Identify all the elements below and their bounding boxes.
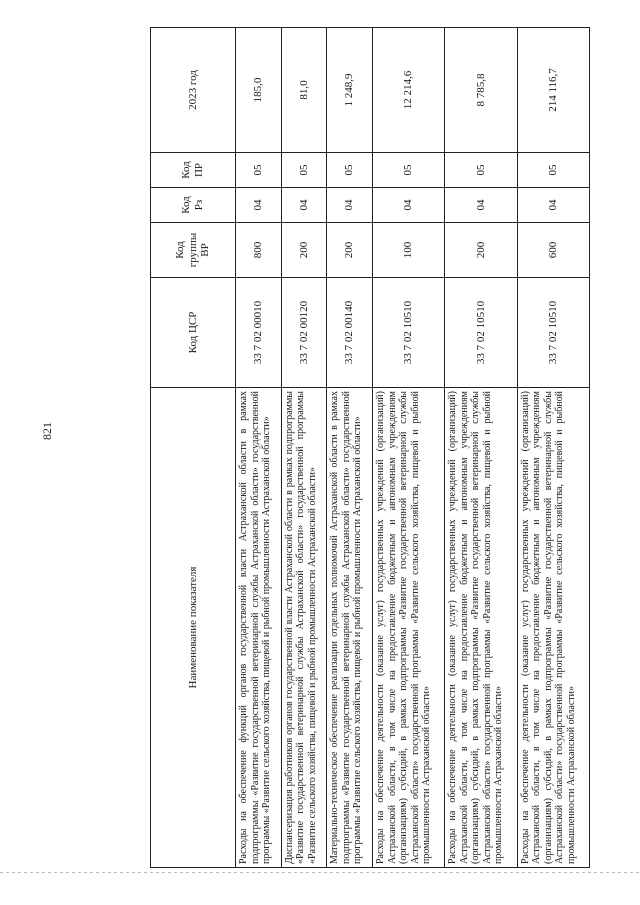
- table-row: [236, 28, 282, 868]
- page-number: 821: [40, 422, 54, 440]
- row-csr: 33 7 02 00010: [236, 278, 282, 388]
- header-rz: Код Рз: [151, 188, 236, 223]
- row-csr: 33 7 02 00120: [281, 278, 327, 388]
- row-pr: 05: [445, 153, 517, 188]
- row-rz: 04: [517, 188, 589, 223]
- row-vr: 200: [281, 223, 327, 278]
- table-row: [445, 28, 517, 868]
- row-name: Расходы на обеспечение деятельности (оказание услуг) государственных учреждений (организаций) Астраханской области, в том числе на предоставление бюджетным и автономным учреждениям (организациям) субсидий, в рамках подпрограммы «Развитие государственной ветеринарной службы Астраханской области» государственной программы «Развитие сельского хозяйства, пищевой и рыбной промышленности Астраханской области»: [517, 388, 589, 868]
- row-amount: 214 116,7: [517, 28, 589, 153]
- table-row: [281, 28, 327, 868]
- row-pr: 05: [517, 153, 589, 188]
- header-vr: Код группы ВР: [151, 223, 236, 278]
- row-name: Расходы на обеспечение деятельности (оказание услуг) государственных учреждений (организаций) Астраханской области, в том числе на предоставление бюджетным и автономным учреждениям (организациям) субсидий, в рамках подпрограммы «Развитие государственной ветеринарной службы Астраханской области» государственной программы «Развитие сельского хозяйства, пищевой и рыбной промышленности Астраханской области»: [373, 388, 445, 868]
- row-rz: 04: [281, 188, 327, 223]
- row-vr: 600: [517, 223, 589, 278]
- table-row: [373, 28, 445, 868]
- row-csr: 33 7 02 10510: [373, 278, 445, 388]
- row-name: Расходы на обеспечение функций органов государственной власти Астраханской области в рамках подпрограммы «Развитие государственной ветеринарной службы Астраханской области» государственной программы «Развитие сельского хозяйства, пищевой и рыбной промышленности Астраханской области»: [236, 388, 282, 868]
- row-amount: 8 785,8: [445, 28, 517, 153]
- row-vr: 800: [236, 223, 282, 278]
- header-csr: Код ЦСР: [151, 278, 236, 388]
- table-row: [327, 28, 373, 868]
- row-rz: 04: [445, 188, 517, 223]
- row-rz: 04: [373, 188, 445, 223]
- row-pr: 05: [236, 153, 282, 188]
- row-pr: 05: [327, 153, 373, 188]
- row-amount: 81,0: [281, 28, 327, 153]
- row-csr: 33 7 02 10510: [517, 278, 589, 388]
- bottom-margin-line: [0, 872, 640, 873]
- row-vr: 200: [327, 223, 373, 278]
- row-pr: 05: [373, 153, 445, 188]
- row-amount: 12 214,6: [373, 28, 445, 153]
- rotated-table-container: [150, 28, 590, 868]
- row-csr: 33 7 02 10510: [445, 278, 517, 388]
- header-pr: Код ПР: [151, 153, 236, 188]
- row-rz: 04: [327, 188, 373, 223]
- row-vr: 200: [445, 223, 517, 278]
- row-amount: 185,0: [236, 28, 282, 153]
- header-year: 2023 год: [151, 28, 236, 153]
- row-vr: 100: [373, 223, 445, 278]
- row-name: Материально-техническое обеспечение реализации отдельных полномочий Астраханской области в рамках подпрограммы «Развитие государственной ветеринарной службы Астраханской области» государственной программы «Развитие сельского хозяйства, пищевой и рыбной промышленности Астраханской области»: [327, 388, 373, 868]
- table-row: [517, 28, 589, 868]
- row-amount: 1 248,9: [327, 28, 373, 153]
- row-rz: 04: [236, 188, 282, 223]
- row-name: Диспансеризация работников органов государственной власти Астраханской области в рамках подпрограммы «Развитие государственной ветеринарной службы Астраханской области» государственной программы «Развитие сельского хозяйства, пищевой и рыбной промышленности Астраханской области»: [281, 388, 327, 868]
- budget-table: [150, 27, 590, 868]
- header-name: Наименование показателя: [151, 388, 236, 868]
- row-pr: 05: [281, 153, 327, 188]
- row-csr: 33 7 02 00140: [327, 278, 373, 388]
- table-header-row: [151, 28, 236, 868]
- row-name: Расходы на обеспечение деятельности (оказание услуг) государственных учреждений (организаций) Астраханской области, в том числе на предоставление бюджетным и автономным учреждениям (организациям) субсидий, в рамках подпрограммы «Развитие государственной ветеринарной службы Астраханской области» государственной программы «Развитие сельского хозяйства, пищевой и рыбной промышленности Астраханской области»: [445, 388, 517, 868]
